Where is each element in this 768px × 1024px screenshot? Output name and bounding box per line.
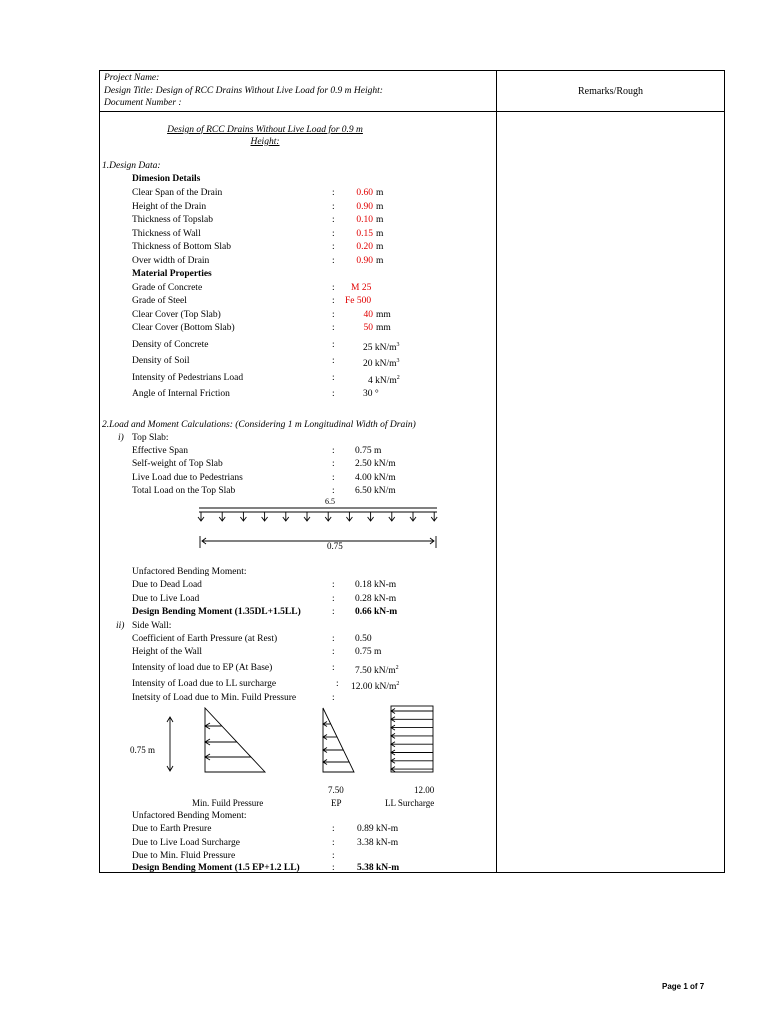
sidewall-ep-value: 7.50 $kN/m^2$ <box>355 665 399 677</box>
sidewall-design-label: Design Bending Moment (1.5 EP+1.2 LL) <box>132 863 300 873</box>
sidewall-ll-value: 12.00 $kN/m^2$ <box>351 681 400 693</box>
dimension-row-label: Over width of Drain <box>132 255 210 266</box>
topslab-row-value: 6.50 kN/m <box>355 485 396 496</box>
topslab-design-value: 0.66 kN-m <box>355 607 398 617</box>
colon: : <box>332 647 335 657</box>
colon: : <box>332 255 335 266</box>
dimension-row-value: 0.20 <box>356 242 373 252</box>
caption-ep: EP <box>331 798 342 808</box>
dimension-row-value: 0.90 <box>356 255 373 266</box>
colon: : <box>332 824 335 834</box>
colon: : <box>332 356 335 366</box>
colon: : <box>332 201 335 212</box>
dimension-row-label: Height of the Drain <box>132 201 207 212</box>
page-number: Page 1 of 7 <box>662 982 705 991</box>
topslab-row-value: 0.75 m <box>355 446 382 456</box>
dimension-heading: Dimesion Details <box>132 174 201 184</box>
pedestrian-label: Intensity of Pedestrians Load <box>132 373 244 383</box>
colon: : <box>332 580 335 590</box>
topslab-load-label: 6.5 <box>325 497 335 506</box>
colon: : <box>332 188 335 198</box>
sidewall-moment-row-label: Due to Min. Fluid Pressure <box>132 851 236 861</box>
doc-title-line2: Height: <box>250 137 280 147</box>
colon: : <box>332 851 335 861</box>
colon: : <box>332 389 335 399</box>
sidewall-num: ii) <box>116 621 125 631</box>
topslab-moment-row-value: 0.28 kN-m <box>355 593 397 604</box>
dimension-row-unit: m <box>376 242 384 252</box>
topslab-moment-row-label: Due to Dead Load <box>132 580 202 590</box>
dimension-row-label: Thickness of Topslab <box>132 215 213 225</box>
colon: : <box>332 283 335 293</box>
topslab-num: i) <box>118 433 124 443</box>
topslab-moment-row-value: 0.18 kN-m <box>355 580 397 590</box>
sidewall-moment-row-label: Due to Earth Presure <box>132 824 212 834</box>
colon: : <box>332 228 335 239</box>
colon: : <box>332 296 335 306</box>
dimension-row-unit: m <box>376 255 384 266</box>
section2-heading: 2.Load and Moment Calculations: (Considering 1 m Longitudinal Width of Drain) <box>102 420 416 430</box>
colon: : <box>332 837 335 848</box>
density-concrete-value: 25 $kN/m^3$ <box>363 342 400 354</box>
sidewall-height-value: 0.75 m <box>355 647 382 657</box>
document-number: Document Number : <box>104 98 182 108</box>
dimension-row-value: 0.10 <box>356 215 373 225</box>
colon: : <box>332 446 335 456</box>
cover-top-value: 40 <box>363 310 373 320</box>
section1-heading: 1.Design Data: <box>102 161 161 171</box>
sidewall-height-label: Height of the Wall <box>132 647 203 657</box>
topslab-row-value: 2.50 kN/m <box>355 459 396 470</box>
colon: : <box>332 323 335 333</box>
topslab-row-label: Live Load due to Pedestrians <box>132 472 243 483</box>
cover-bottom-label: Clear Cover (Bottom Slab) <box>132 323 235 333</box>
doc-title-line1: Design of RCC Drains Without Live Load for 0.9 m <box>167 125 363 135</box>
topslab-row-label: Self-weight of Top Slab <box>132 459 223 470</box>
dimension-row-unit: m <box>376 215 384 225</box>
sidewall-moment-row-value: 0.89 kN-m <box>357 824 399 834</box>
material-heading: Material Properties <box>132 269 212 279</box>
colon: : <box>332 693 335 703</box>
sidewall-design-value: 5.38 kN-m <box>357 863 400 873</box>
friction-label: Angle of Internal Friction <box>132 389 230 399</box>
ep-base-value: 7.50 <box>328 785 344 795</box>
grade-concrete-value: M 25 <box>351 283 372 293</box>
sidewall-fluid-label: Inetsity of Load due to Min. Fuild Pressure <box>132 693 297 703</box>
topslab-design-label: Design Bending Moment (1.35DL+1.5LL) <box>132 607 301 617</box>
caption-fluid: Min. Fuild Pressure <box>192 798 264 808</box>
colon: : <box>332 472 335 483</box>
topslab-moment-row-label: Due to Live Load <box>132 593 200 604</box>
dimension-row-unit: m <box>376 188 384 198</box>
sidewall-moment-row-label: Due to Live Load Surcharge <box>132 837 240 848</box>
sidewall-ll-label: Intensity of Load due to LL surcharge <box>132 679 277 689</box>
design-title: Design Title: Design of RCC Drains Without Live Load for 0.9 m Height: <box>104 85 383 96</box>
colon: : <box>332 459 335 470</box>
colon: : <box>332 634 335 644</box>
topslab-span-label: 0.75 <box>327 541 343 551</box>
colon: : <box>332 340 335 350</box>
ll-base-value: 12.00 <box>414 785 435 795</box>
colon: : <box>332 593 335 604</box>
colon: : <box>332 485 335 496</box>
dimension-row-value: 0.60 <box>356 188 373 198</box>
dimension-row-unit: m <box>376 228 384 239</box>
topslab-unfactored-heading: Unfactored Bending Moment: <box>132 567 247 577</box>
colon: : <box>332 607 335 617</box>
cover-top-label: Clear Cover (Top Slab) <box>132 310 221 320</box>
dimension-row-label: Thickness of Bottom Slab <box>132 242 231 252</box>
colon: : <box>332 373 335 383</box>
caption-ll: LL Surcharge <box>385 798 435 808</box>
grade-concrete-label: Grade of Concrete <box>132 283 203 293</box>
topslab-row-value: 4.00 kN/m <box>355 472 396 483</box>
dimension-row-label: Thickness of Wall <box>132 228 201 239</box>
sidewall-k0-label: Coefficient of Earth Pressure (at Rest) <box>132 634 278 644</box>
colon: : <box>332 242 335 252</box>
sidewall-ep-label: Intensity of load due to EP (At Base) <box>132 663 273 673</box>
friction-value: 30 ° <box>363 389 379 399</box>
dimension-row-label: Clear Span of the Drain <box>132 188 223 198</box>
dimension-row-value: 0.90 <box>356 201 373 212</box>
grade-steel-label: Grade of Steel <box>132 296 187 306</box>
topslab-row-label: Effective Span <box>132 446 189 456</box>
colon: : <box>336 679 339 689</box>
density-soil-value: 20 $kN/m^3$ <box>363 358 400 370</box>
pedestrian-value: 4 $kN/m^2$ <box>368 375 400 387</box>
cover-bottom-value: 50 <box>363 323 373 333</box>
sidewall-height-dim: 0.75 m <box>130 745 156 755</box>
remarks-header: Remarks/Rough <box>578 85 643 97</box>
topslab-title: Top Slab: <box>132 433 169 443</box>
topslab-row-label: Total Load on the Top Slab <box>132 485 236 496</box>
cover-bottom-unit: mm <box>376 323 391 333</box>
sidewall-unfactored-heading: Unfactored Bending Moment: <box>132 811 247 821</box>
sidewall-title: Side Wall: <box>132 621 172 631</box>
dimension-row-unit: m <box>376 201 384 212</box>
grade-steel-value: Fe 500 <box>345 296 372 306</box>
project-name: Project Name: <box>104 73 160 83</box>
sidewall-k0-value: 0.50 <box>355 634 372 644</box>
colon: : <box>332 663 335 673</box>
colon: : <box>332 863 335 873</box>
sidewall-moment-row-value: 3.38 kN-m <box>357 837 399 848</box>
dimension-row-value: 0.15 <box>356 228 373 239</box>
cover-top-unit: mm <box>376 310 391 320</box>
colon: : <box>332 215 335 225</box>
colon: : <box>332 310 335 320</box>
density-concrete-label: Density of Concrete <box>132 340 209 350</box>
density-soil-label: Density of Soil <box>132 356 190 366</box>
